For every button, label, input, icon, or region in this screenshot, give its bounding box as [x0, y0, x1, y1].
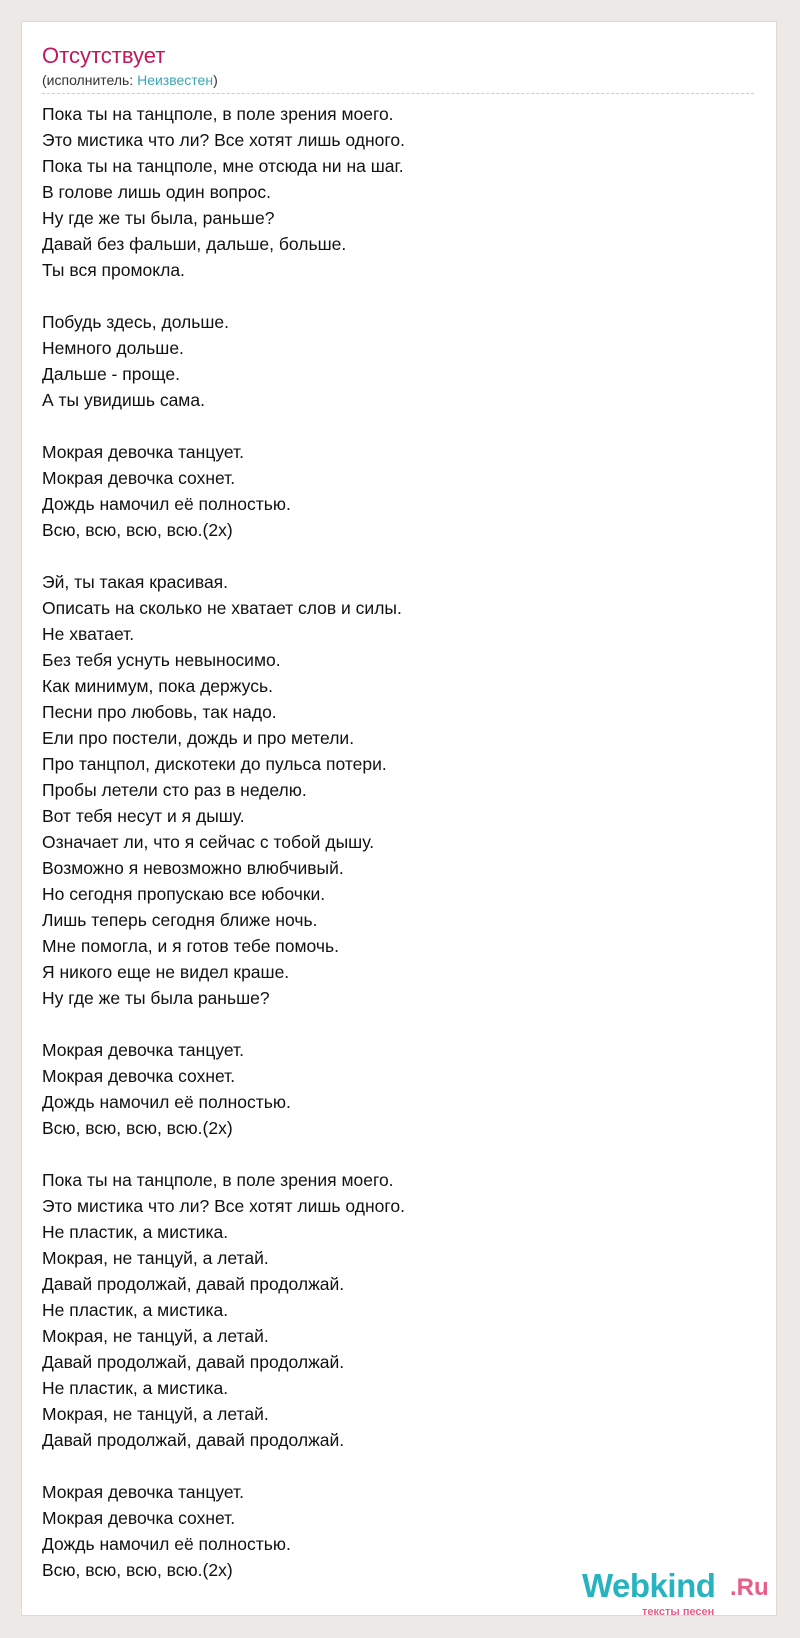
lyric-line: Мокрая девочка танцует. [42, 442, 244, 462]
lyric-line: Вот тебя несут и я дышу. [42, 806, 245, 826]
lyric-line: Означает ли, что я сейчас с тобой дышу. [42, 832, 375, 852]
stanza-gap [42, 1011, 742, 1037]
lyric-line: Мокрая девочка танцует. [42, 1040, 244, 1060]
lyric-line: Без тебя уснуть невыносимо. [42, 650, 281, 670]
lyric-line: Всю, всю, всю, всю.(2x) [42, 520, 233, 540]
lyric-line: Не пластик, а мистика. [42, 1378, 229, 1398]
lyric-line: Эй, ты такая красивая. [42, 572, 229, 592]
lyric-line: Всю, всю, всю, всю.(2x) [42, 1118, 233, 1138]
lyric-line: Пробы летели сто раз в неделю. [42, 780, 307, 800]
stanza-gap [42, 413, 742, 439]
stanza-gap [42, 1453, 742, 1479]
lyric-line: Побудь здесь, дольше. [42, 312, 230, 332]
lyric-line: Это мистика что ли? Все хотят лишь одного. [42, 1196, 405, 1216]
watermark-brand: Webkind [582, 1567, 716, 1604]
lyric-line: Дождь намочил её полностью. [42, 1534, 291, 1554]
lyric-line: Это мистика что ли? Все хотят лишь одного. [42, 130, 405, 150]
lyric-line: Возможно я невозможно влюбчивый. [42, 858, 344, 878]
lyric-line: Но сегодня пропускаю все юбочки. [42, 884, 326, 904]
lyric-line: Мне помогла, и я готов тебе помочь. [42, 936, 339, 956]
lyric-line: Не пластик, а мистика. [42, 1300, 229, 1320]
lyric-line: Песни про любовь, так надо. [42, 702, 277, 722]
lyric-line: Пока ты на танцполе, мне отсюда ни на шаг. [42, 156, 404, 176]
artist-prefix: (исполнитель: [42, 72, 138, 88]
stanza-gap [42, 543, 742, 569]
lyric-line: Лишь теперь сегодня ближе ночь. [42, 910, 318, 930]
site-watermark [582, 1567, 772, 1617]
lyric-line: Ели про постели, дождь и про метели. [42, 728, 355, 748]
lyric-line: Мокрая, не танцуй, а летай. [42, 1404, 269, 1424]
stanza-gap [42, 1141, 742, 1167]
lyric-line: Пока ты на танцполе, в поле зрения моего. [42, 1170, 394, 1190]
lyric-line: Давай продолжай, давай продолжай. [42, 1352, 345, 1372]
lyric-line: Давай продолжай, давай продолжай. [42, 1274, 345, 1294]
artist-line [42, 71, 218, 89]
lyric-line: Пока ты на танцполе, в поле зрения моего. [42, 104, 394, 124]
lyric-line: Дождь намочил её полностью. [42, 494, 291, 514]
lyric-line: Ну где же ты была раньше? [42, 988, 270, 1008]
lyric-line: Не пластик, а мистика. [42, 1222, 229, 1242]
lyric-line: Давай без фальши, дальше, больше. [42, 234, 347, 254]
lyrics-body [42, 101, 742, 1583]
lyric-line: Не хватает. [42, 624, 135, 644]
lyric-line: Я никого еще не видел краше. [42, 962, 290, 982]
lyric-line: Про танцпол, дискотеки до пульса потери. [42, 754, 387, 774]
lyric-line: Мокрая, не танцуй, а летай. [42, 1248, 269, 1268]
lyric-line: А ты увидишь сама. [42, 390, 205, 410]
artist-suffix: ) [213, 72, 218, 88]
lyric-line: Мокрая девочка танцует. [42, 1482, 244, 1502]
stanza-gap [42, 283, 742, 309]
lyric-line: Немного дольше. [42, 338, 184, 358]
lyrics-card [21, 21, 777, 1616]
lyric-line: Мокрая, не танцуй, а летай. [42, 1326, 269, 1346]
lyric-line: Описать на сколько не хватает слов и силы. [42, 598, 402, 618]
artist-link[interactable]: Неизвестен [137, 72, 214, 88]
lyric-line: Как минимум, пока держусь. [42, 676, 273, 696]
lyric-line: В голове лишь один вопрос. [42, 182, 271, 202]
song-title: Отсутствует [42, 43, 166, 68]
header-separator [42, 93, 754, 94]
lyric-line: Всю, всю, всю, всю.(2x) [42, 1560, 233, 1580]
lyric-line: Дальше - проще. [42, 364, 180, 384]
lyric-line: Мокрая девочка сохнет. [42, 1066, 236, 1086]
lyric-line: Давай продолжай, давай продолжай. [42, 1430, 345, 1450]
lyric-line: Мокрая девочка сохнет. [42, 468, 236, 488]
lyric-line: Ты вся промокла. [42, 260, 185, 280]
lyric-line: Мокрая девочка сохнет. [42, 1508, 236, 1528]
lyric-line: Ну где же ты была, раньше? [42, 208, 275, 228]
lyric-line: Дождь намочил её полностью. [42, 1092, 291, 1112]
watermark-tagline: тексты песен [642, 1606, 715, 1618]
watermark-tld: .Ru [730, 1574, 769, 1601]
